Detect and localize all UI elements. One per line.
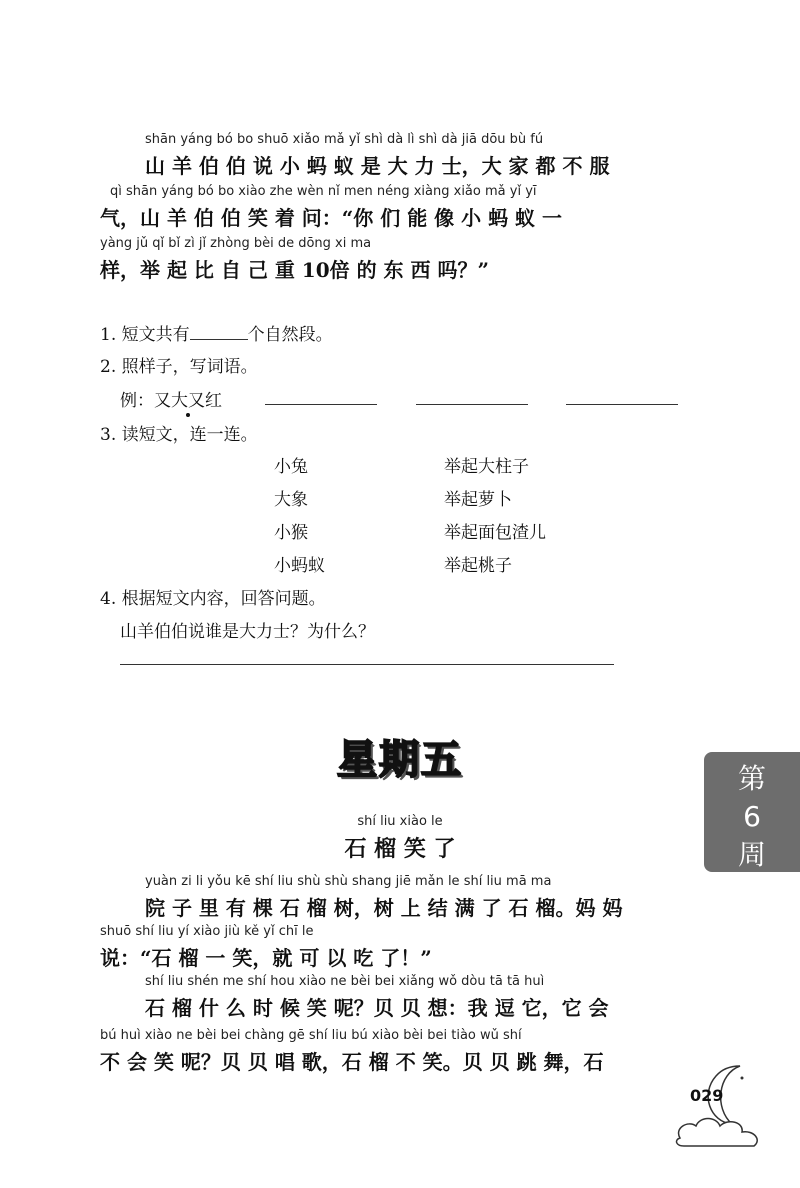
answer-blank[interactable] [265,404,377,405]
answer-blank[interactable] [190,325,248,340]
pinyin-line: yuàn zi li yǒu kē shí liu shù shù shang jiē mǎn le shí liu mā ma [145,874,552,889]
match-left-item[interactable]: 小蚂蚁 [274,556,325,576]
match-left-item[interactable]: 小兔 [274,457,308,477]
text-line: 不 会 笑 呢？贝 贝 唱 歌，石 榴 不 笑。贝 贝 跳 舞，石 [100,1050,604,1074]
question-2: 2. 照样子，写词语。 [100,357,258,377]
text-line: 说：“石 榴 一 笑，就 可 以 吃 了！” [100,946,432,970]
text-line: 样，举 起 比 自 己 重 10倍 的 东 西 吗？” [100,258,489,282]
pinyin-line: yàng jǔ qǐ bǐ zì jǐ zhòng bèi de dōng xi ma [100,236,372,251]
question-3: 3. 读短文，连一连。 [100,425,258,445]
moon-cloud-icon [670,1056,790,1156]
title-pinyin: shí liu xiào le [357,814,443,829]
answer-blank[interactable] [416,404,528,405]
match-left-item[interactable]: 小猴 [274,523,308,543]
pinyin-line: shí liu shén me shí hou xiào ne bèi bei xiǎng wǒ dòu tā tā huì [145,974,545,989]
answer-blank[interactable] [566,404,678,405]
match-right-item[interactable]: 举起面包渣儿 [444,523,546,543]
pinyin-line: shuō shí liu yí xiào jiù kě yǐ chī le [100,924,314,939]
question-4-sub: 山羊伯伯说谁是大力士？为什么？ [120,622,375,642]
pinyin-line: bú huì xiào ne bèi bei chàng gē shí liu bú xiào bèi bei tiào wǔ shí [100,1028,522,1043]
example-word: 又大又红 [154,391,222,411]
text-line: 山 羊 伯 伯 说 小 蚂 蚁 是 大 力 士，大 家 都 不 服 [145,154,610,178]
story-title: 石 榴 笑 了 [344,836,456,862]
match-left-item[interactable]: 大象 [274,490,308,510]
week-tab-number: 6 [743,800,761,833]
match-right-item[interactable]: 举起萝卜 [444,490,512,510]
pinyin-line: qì shān yáng bó bo xiào zhe wèn nǐ men néng xiàng xiǎo mǎ yǐ yī [110,184,537,199]
page-number: 029 [690,1086,724,1105]
text-line: 气，山 羊 伯 伯 笑 着 问：“你 们 能 像 小 蚂 蚁 一 [100,206,563,230]
text-line: 石 榴 什 么 时 候 笑 呢？贝 贝 想：我 逗 它，它 会 [145,996,609,1020]
text-line: 院 子 里 有 棵 石 榴 树，树 上 结 满 了 石 榴。妈 妈 [145,896,623,920]
question-4: 4. 根据短文内容，回答问题。 [100,589,326,609]
question-1: 1. 短文共有 个自然段。 [100,325,333,345]
week-tab-char: 周 [737,838,766,871]
match-right-item[interactable]: 举起桃子 [444,556,512,576]
answer-line[interactable] [120,664,614,665]
match-right-item[interactable]: 举起大柱子 [444,457,529,477]
pinyin-line: shān yáng bó bo shuō xiǎo mǎ yǐ shì dà lì shì dà jiā dōu bù fú [145,132,544,147]
week-tab-char: 第 [737,762,766,795]
example: 例：又大又红 [120,391,222,411]
day-title: 星期五 [337,737,463,783]
